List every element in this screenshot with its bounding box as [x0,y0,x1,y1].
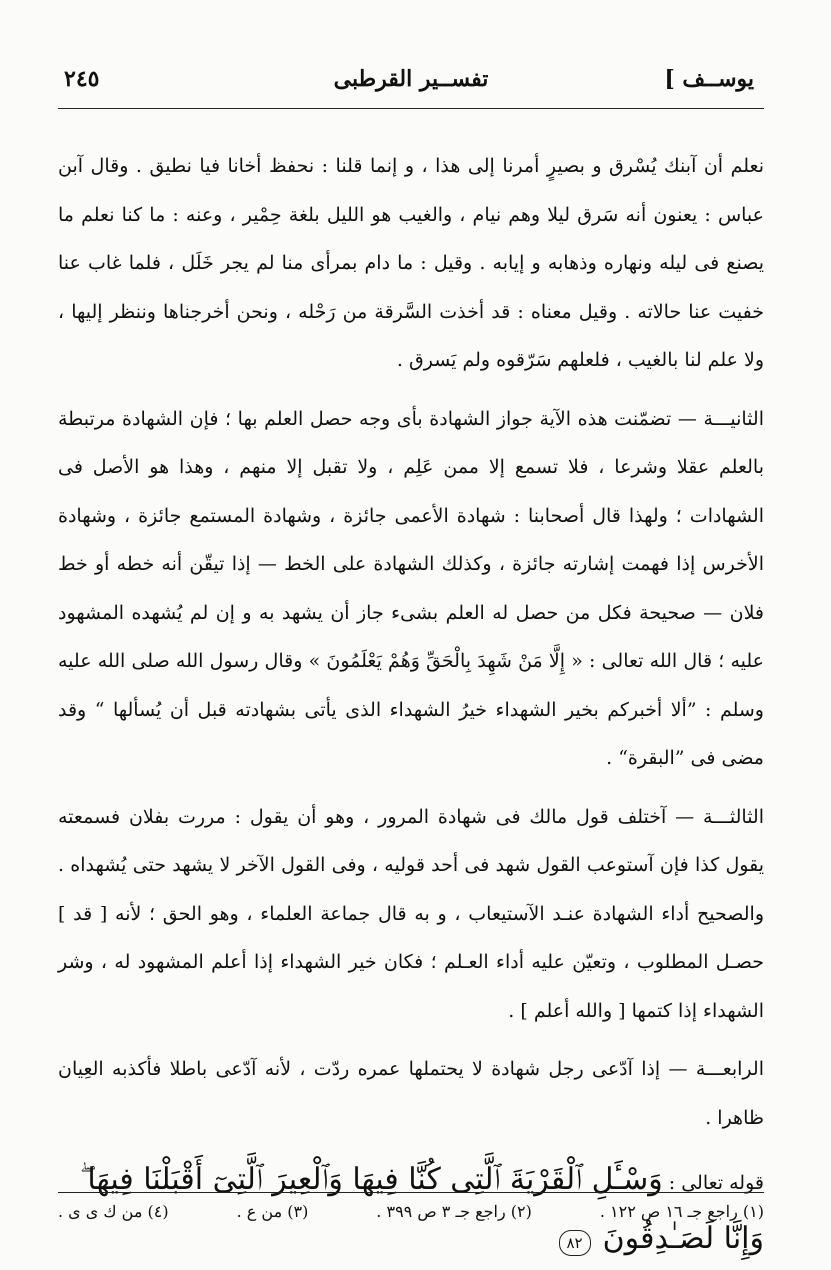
header-rule [58,108,764,109]
paragraph-2: الثانيـــة — تضمّنت هذه الآية جواز الشهادة بأى وجه حصل العلم بها ؛ فإن الشهادة مرتبطة بالعلم عقلا وشرعا ، فلا تسمع إلا ممن عَلِم ، ولا تقبل إلا منهم ، وهذا هو الأصل فى الشهادات ؛ ولهذا قال أصحابنا : شهادة الأعمى جائزة ، وشهادة المستمع جائزة ، وشهادة الأخرس إذا فهمت إشارته جائزة ، وكذلك الشهادة على الخط — إذا تيقّن أنه خطه أو خط فلان — صحيحة فكل من حصل له العلم بشىء جاز أن يشهد به و إن لم يُشهده المشهود عليه ؛ قال الله تعالى : « إِلَّا مَنْ شَهِدَ بِالْحَقِّ وَهُمْ يَعْلَمُونَ » وقال رسول الله صلى الله عليه وسلم : ”ألا أخبركم بخير الشهداء خيرُ الشهداء الذى يأتى بشهادته قبل أن يُسألها “ وقد مضى فى ”البقرة“ . [58,407,764,769]
ayah-number-badge: ٨٢ [559,1230,591,1256]
paragraph-4: الرابعـــة — إذا آدّعى رجل شهادة لا يحتملها عمره ردّت ، لأنه آدّعى باطلا فأكذبه العِيان ظاهرا . [58,1058,764,1129]
page-body [58,142,764,1270]
page-number: ٢٤٥ [64,66,100,92]
page-header [58,56,764,114]
footnote-2: (٢) راجع جـ ٣ ص ٣٩٩ . [376,1202,532,1221]
footnote-4: (٤) من ك ى ى . [58,1202,169,1221]
verse-text: وَسْـَٔلِ ٱلْقَرْيَةَ ٱلَّتِى كُنَّا فِيهَا وَٱلْعِيرَ ٱلَّتِىٓ أَقْبَلْنَا فِيهَا ۖ وَإِنَّا لَصَـٰدِقُونَ [79,1162,764,1256]
paragraph-1: نعلم أن آبنك يُسْرق و بصيرٍ أمرنا إلى هذا ، و إنما قلنا : نحفظ أخانا فيا نطيق . وقال آبن عباس : يعنون أنه سَرق ليلا وهم نيام ، والغيب هو الليل بلغة حِمْير ، وعنه : ما كنا نعلم ما يصنع فى ليله ونهاره وذهابه و إيابه . وقيل : ما دام بمرأى منا لم يجر خَلَل ، فلما غاب عنا خفيت عنا حالاته . وقيل معناه : قد أخذت السَّرقة من رَحْله ، ونحن أخرجناها وننظر إليها ، ولا علم لنا بالغيب ، فلعلهم سَرّقوه ولم يَسرق . [58,155,764,371]
footnote-rule [58,1192,764,1193]
footnote-1: (١) راجع جـ ١٦ ص ١٢٢ . [599,1202,764,1221]
footnotes [58,1202,764,1221]
paragraph-3: الثالثـــة — آختلف قول مالك فى شهادة المرور ، وهو أن يقول : مررت بفلان فسمعته يقول كذا فإن آستوعب القول شهد فى أحد قوليه ، وفى القول الآخر لا يشهد حتى يُشهداه . والصحيح أداء الشهادة عنـد الآستيعاب ، و به قال جماعة العلماء ، وهو الحق ؛ لأنه [ قد ] حصـل المطلوب ، وتعيّن عليه أداء العـلم ؛ فكان خير الشهداء إذا أعلم المشهود له ، وشر الشهداء إذا كتمها [ والله أعلم ] . [58,805,764,1022]
footnote-3: (٣) من ع . [236,1202,309,1221]
surah-name: يوســف ] [664,66,754,92]
book-title: تفســير القرطبى [333,66,489,92]
verse-lead: قوله تعالى : [668,1172,764,1194]
book-page [58,56,764,1256]
